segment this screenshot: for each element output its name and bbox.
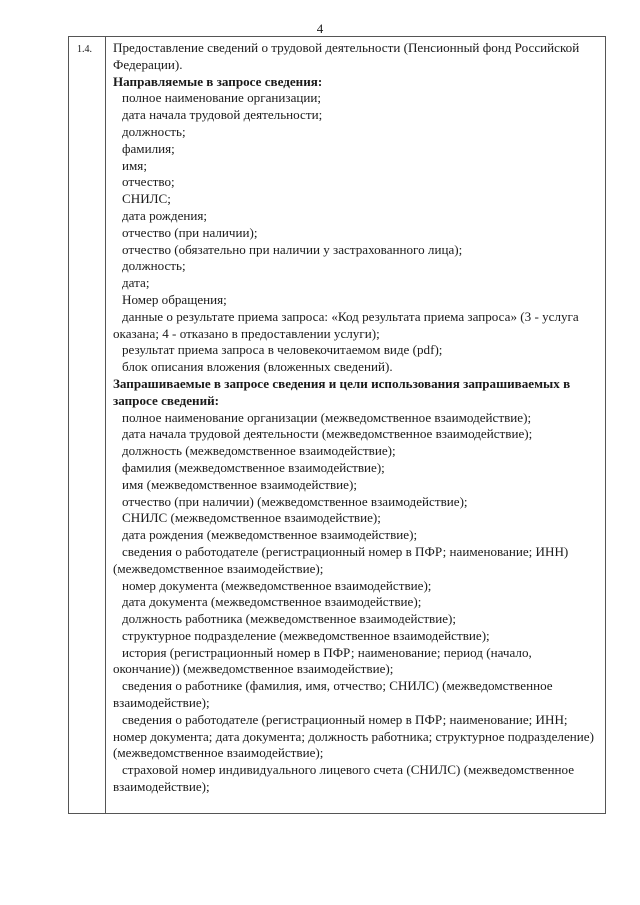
list-item: отчество (при наличии) (межведомственное взаимодействие);: [122, 493, 468, 509]
page-number: 4: [316, 21, 324, 36]
list-item: фамилия (межведомственное взаимодействие);: [122, 459, 385, 475]
row-content: [113, 40, 601, 796]
list-item: дата рождения (межведомственное взаимодействие);: [122, 527, 418, 543]
list-item: полное наименование организации (межведомственное взаимодействие);: [122, 409, 532, 425]
list-item: данные о результате приема запроса: «Код результата приема запроса» (3 - услуга оказана; 4 - отказано в предоставлении услуги);: [113, 308, 579, 341]
list-item: Номер обращения;: [122, 291, 227, 307]
list-item: должность работника (межведомственное взаимодействие);: [122, 611, 457, 627]
sent-info-list: [113, 90, 601, 376]
service-title: Предоставление сведений о трудовой деятельности (Пенсионный фонд Российской Федерации).: [113, 40, 580, 72]
requested-info-list: [113, 410, 601, 796]
list-item: полное наименование организации;: [122, 90, 322, 106]
list-item: должность;: [122, 123, 186, 139]
list-item: отчество;: [122, 174, 175, 190]
list-item: результат приема запроса в человекочитаемом виде (pdf);: [122, 342, 443, 358]
list-item: имя;: [122, 157, 147, 173]
requested-info-heading: Запрашиваемые в запросе сведения и цели использования запрашиваемых в запросе сведений:: [113, 375, 571, 408]
list-item: должность (межведомственное взаимодействие);: [122, 443, 396, 459]
list-item: страховой номер индивидуального лицевого счета (СНИЛС) (межведомственное взаимодействие);: [113, 762, 575, 795]
row-number: 1.4.: [77, 44, 92, 55]
list-item: дата начала трудовой деятельности (межведомственное взаимодействие);: [122, 426, 533, 442]
list-item: сведения о работнике (фамилия, имя, отчество; СНИЛС) (межведомственное взаимодействие);: [113, 678, 553, 711]
requirements-table: [68, 36, 606, 814]
list-item: дата начала трудовой деятельности;: [122, 107, 323, 123]
list-item: сведения о работодателе (регистрационный номер в ПФР; наименование; ИНН; номер документа; дата документа; должность работника; структурное подразделение) (межведомственное взаимодействие);: [113, 711, 594, 761]
list-item: номер документа (межведомственное взаимодействие);: [122, 577, 432, 593]
list-item: дата рождения;: [122, 207, 208, 223]
sent-info-heading: Направляемые в запросе сведения:: [113, 73, 323, 89]
list-item: СНИЛС (межведомственное взаимодействие);: [122, 510, 381, 526]
list-item: имя (межведомственное взаимодействие);: [122, 476, 357, 492]
list-item: СНИЛС;: [122, 191, 171, 207]
list-item: блок описания вложения (вложенных сведений).: [122, 359, 393, 375]
list-item: дата документа (межведомственное взаимодействие);: [122, 594, 422, 610]
list-item: фамилия;: [122, 140, 175, 156]
list-item: отчество (при наличии);: [122, 224, 258, 240]
list-item: структурное подразделение (межведомственное взаимодействие);: [122, 627, 490, 643]
list-item: отчество (обязательно при наличии у застрахованного лица);: [122, 241, 463, 257]
list-item: история (регистрационный номер в ПФР; наименование; период (начало, окончание)) (межведомственное взаимодействие);: [113, 644, 532, 677]
row-number-column: [69, 37, 106, 813]
list-item: должность;: [122, 258, 186, 274]
list-item: сведения о работодателе (регистрационный номер в ПФР; наименование; ИНН) (межведомственное взаимодействие);: [113, 543, 569, 576]
list-item: дата;: [122, 275, 150, 291]
